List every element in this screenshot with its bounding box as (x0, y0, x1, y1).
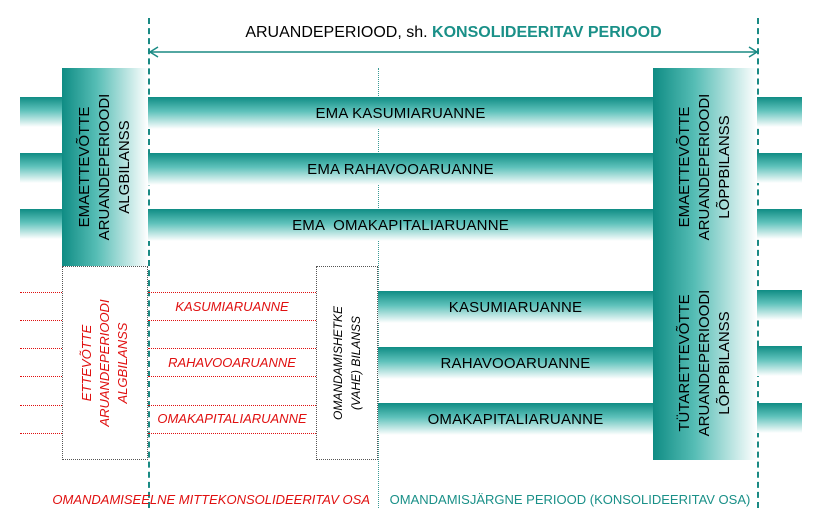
pre-line-5 (20, 405, 62, 406)
footer-pre-acquisition: OMANDAMISEELNE MITTEKONSOLIDEERITAV OSA (52, 492, 370, 507)
sub-opening-line-1: ETTEVÕTTE (79, 324, 94, 402)
parent-closing-line-1: EMAETTEVÕTTE (676, 106, 693, 228)
pre-line-6 (20, 433, 62, 434)
pre-income-label: KASUMIARUANNE (150, 299, 314, 314)
sub-closing-balance-box (653, 266, 757, 460)
sub-closing-line-2: ARUANDEPERIOODI (696, 289, 713, 437)
right-stub-1 (757, 97, 802, 127)
parent-equity-label: EMA OMAKAPITALIARUANNE (292, 216, 509, 234)
parent-closing-balance-box (653, 68, 757, 266)
pre-line-mid-3 (148, 348, 316, 349)
period-arrow (148, 46, 759, 58)
right-stub-6 (757, 403, 802, 433)
sub-opening-balance-box (62, 266, 148, 460)
pre-equity-label: OMAKAPITALIARUANNE (150, 411, 314, 426)
parent-opening-line-3: ALGBILANSS (116, 120, 133, 214)
parent-closing-line-3: LÕPPBILANSS (716, 115, 733, 219)
parent-opening-balance-box (62, 68, 148, 266)
pre-line-3 (20, 348, 62, 349)
left-stub-3 (20, 209, 62, 239)
left-stub-2 (20, 153, 62, 183)
parent-cashflow-bar (148, 153, 653, 185)
parent-opening-line-1: EMAETTEVÕTTE (76, 106, 93, 228)
period-header-prefix: ARUANDEPERIOOD, sh. (245, 24, 433, 41)
period-start-line (148, 18, 150, 508)
period-header-highlight: KONSOLIDEERITAV PERIOOD (432, 24, 662, 41)
sub-opening-line-3: ALGBILANSS (115, 322, 130, 404)
sub-income-statement-label: KASUMIARUANNE (448, 298, 583, 316)
parent-income-statement-label: EMA KASUMIARUANNE (315, 104, 486, 122)
parent-opening-line-2: ARUANDEPERIOODI (96, 93, 113, 241)
footer-post-acquisition: OMANDAMISJÄRGNE PERIOOD (KONSOLIDEERITAV OSA) (389, 492, 751, 507)
left-stub-1 (20, 97, 62, 127)
parent-closing-line-2: ARUANDEPERIOODI (696, 93, 713, 241)
pre-line-4 (20, 376, 62, 377)
right-stub-2 (757, 153, 802, 183)
pre-line-mid-5 (148, 405, 316, 406)
sub-cashflow-label: RAHAVOOARUANNE (440, 354, 591, 372)
sub-cashflow-bar (378, 347, 653, 379)
period-header (148, 24, 759, 46)
sub-equity-label: OMAKAPITALIARUANNE (427, 410, 604, 428)
period-end-line (757, 18, 759, 508)
right-stub-3 (757, 209, 802, 239)
acquisition-line (378, 68, 379, 508)
pre-line-mid-4 (148, 376, 316, 377)
pre-line-mid-2 (148, 320, 316, 321)
sub-equity-bar (378, 403, 653, 435)
right-stub-5 (757, 346, 802, 376)
acquisition-line-1: OMANDAMISHETKE (331, 305, 345, 421)
parent-equity-bar (148, 209, 653, 241)
pre-line-1 (20, 292, 62, 293)
pre-cashflow-label: RAHAVOOARUANNE (150, 355, 314, 370)
right-stub-4 (757, 290, 802, 320)
sub-closing-line-3: LÕPPBILANSS (716, 311, 733, 415)
sub-closing-line-1: TÜTARETTEVÕTTE (676, 294, 693, 432)
parent-income-statement-bar (148, 97, 653, 129)
pre-line-mid-6 (148, 433, 316, 434)
sub-income-statement-bar (378, 291, 653, 323)
sub-opening-line-2: ARUANDEPERIOODI (97, 299, 112, 427)
pre-line-2 (20, 320, 62, 321)
acquisition-balance-box (316, 266, 378, 460)
pre-line-mid-1 (148, 292, 316, 293)
parent-cashflow-label: EMA RAHAVOOARUANNE (307, 160, 494, 178)
acquisition-line-2: (VAHE) BILANSS (349, 315, 363, 411)
